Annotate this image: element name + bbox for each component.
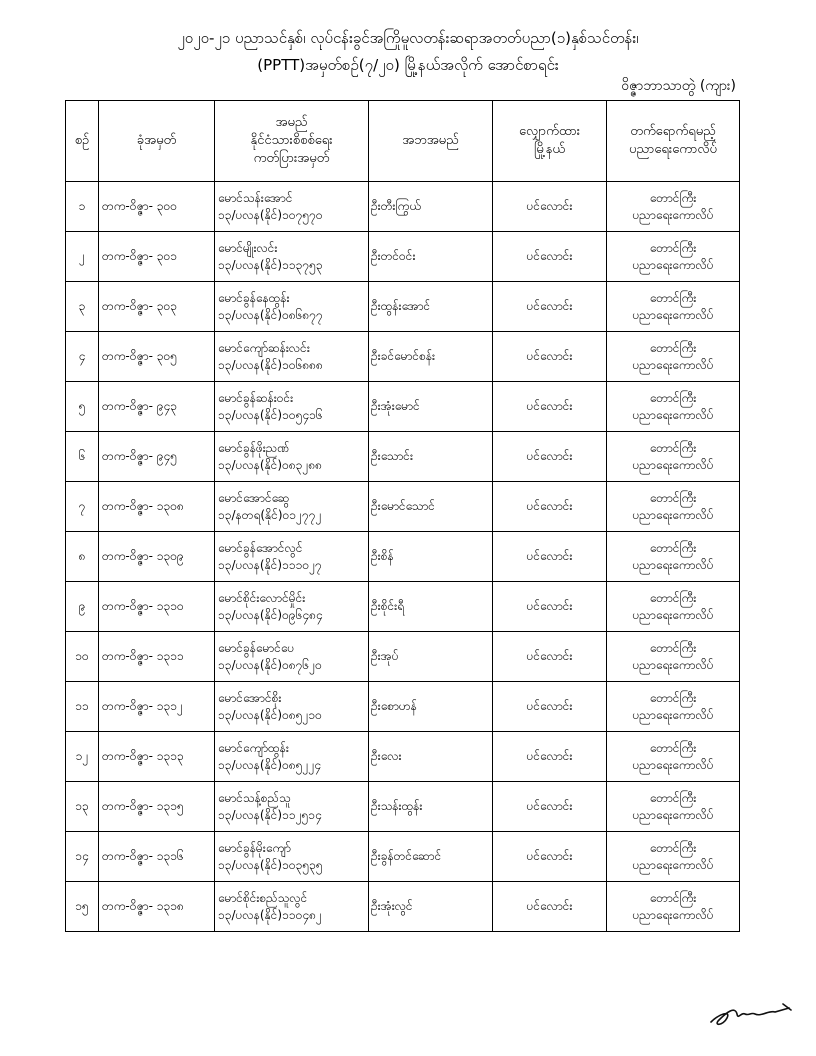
cell-no: ၉ xyxy=(66,582,99,632)
cell-no: ၈ xyxy=(66,532,99,582)
cell-name: မောင်ခွန်အောင်လွင် xyxy=(218,540,303,555)
cell-no: ၁ xyxy=(66,182,99,232)
table-row xyxy=(66,882,740,932)
table-header-row xyxy=(66,101,740,182)
results-table xyxy=(65,100,740,932)
cell-roll: တက-ဝိဇ္ဇာ- ၁၃၁၁ xyxy=(99,632,215,682)
cell-target-line1: တောင်ကြီး xyxy=(649,390,697,405)
cell-no: ၂ xyxy=(66,232,99,282)
header-father: အဘအမည် xyxy=(369,101,493,182)
table-row xyxy=(66,532,740,582)
cell-no: ၁၃ xyxy=(66,782,99,832)
cell-father: ဦးမောင်သောင် xyxy=(369,482,493,532)
header-township-line1: လျှောက်ထား xyxy=(518,124,581,139)
table-row xyxy=(66,782,740,832)
cell-township: ပင်လောင်း xyxy=(493,832,607,882)
cell-name-nrc xyxy=(215,482,369,532)
cell-name: မောင်စိုင်းစည်သူလွင် xyxy=(218,890,308,905)
cell-no: ၁၁ xyxy=(66,682,99,732)
cell-target-line1: တောင်ကြီး xyxy=(649,340,697,355)
cell-target xyxy=(607,782,740,832)
cell-target-line2: ပညာရေးကောလိပ် xyxy=(632,507,714,522)
table-row xyxy=(66,232,740,282)
cell-no: ၅ xyxy=(66,382,99,432)
cell-name-nrc xyxy=(215,332,369,382)
cell-name: မောင်ကျော်ထွန်း xyxy=(218,740,289,755)
signature xyxy=(705,992,795,1032)
subject-group-label: ဝိဇ္ဇာဘာသာတွဲ (ကျား) xyxy=(621,78,736,94)
cell-target xyxy=(607,182,740,232)
cell-target-line2: ပညာရေးကောလိပ် xyxy=(632,657,714,672)
cell-target-line2: ပညာရေးကောလိပ် xyxy=(632,307,714,322)
table-row xyxy=(66,682,740,732)
cell-name-nrc xyxy=(215,282,369,332)
header-name-line1: အမည် xyxy=(275,115,308,130)
cell-roll: တက-ဝိဇ္ဇာ- ၃၀၀ xyxy=(99,182,215,232)
cell-no: ၁၂ xyxy=(66,732,99,782)
cell-name-nrc xyxy=(215,432,369,482)
cell-roll: တက-ဝိဇ္ဇာ- ၉၄၃ xyxy=(99,382,215,432)
cell-township: ပင်လောင်း xyxy=(493,732,607,782)
cell-target-line2: ပညာရေးကောလိပ် xyxy=(632,857,714,872)
cell-name-nrc xyxy=(215,632,369,682)
table-row xyxy=(66,582,740,632)
cell-roll: တက-ဝိဇ္ဇာ- ၁၃၀၈ xyxy=(99,482,215,532)
cell-target-line2: ပညာရေးကောလိပ် xyxy=(632,707,714,722)
cell-name: မောင်ခွန်နေထွန်း xyxy=(218,290,290,305)
cell-name-nrc xyxy=(215,382,369,432)
cell-target xyxy=(607,632,740,682)
cell-target-line2: ပညာရေးကောလိပ် xyxy=(632,207,714,222)
header-no: စဉ် xyxy=(66,101,99,182)
cell-father: ဦးအုပ် xyxy=(369,632,493,682)
cell-name: မောင်စိုင်းလောင်မှိုင်း xyxy=(218,590,306,605)
header-name-line2: နိုင်ငံသားစိစစ်ရေး xyxy=(250,133,333,148)
cell-township: ပင်လောင်း xyxy=(493,282,607,332)
cell-target-line2: ပညာရေးကောလိပ် xyxy=(632,607,714,622)
cell-nrc: ၁၃/ပလန(နိုင်)၁၀၆၈၈၈ xyxy=(218,357,323,372)
header-name-nrc xyxy=(215,101,369,182)
cell-name: မောင်ခွန်ဆန်းဝင်း xyxy=(218,390,294,405)
cell-name-nrc xyxy=(215,682,369,732)
cell-name: မောင်ကျော်ဆန်းလင်း xyxy=(218,340,310,355)
cell-township: ပင်လောင်း xyxy=(493,482,607,532)
header-roll: ခုံအမှတ် xyxy=(99,101,215,182)
cell-nrc: ၁၃/ပလန(နိုင်)၀၈၅၂၁၀ xyxy=(218,707,322,722)
cell-name-nrc xyxy=(215,582,369,632)
cell-roll: တက-ဝိဇ္ဇာ- ၃၀၃ xyxy=(99,282,215,332)
cell-target-line1: တောင်ကြီး xyxy=(649,690,697,705)
cell-no: ၁၀ xyxy=(66,632,99,682)
cell-name-nrc xyxy=(215,232,369,282)
document-subtitle: (PPTT)အမှတ်စဉ်(၇/၂၀) မြို့နယ်အလိုက် အောင်စာရင်း xyxy=(257,56,559,74)
cell-father: ဦးထွန်းအောင် xyxy=(369,282,493,332)
cell-nrc: ၁၃/ပလန(နိုင်)၀၈၆၈၇၇ xyxy=(218,307,323,322)
cell-nrc: ၁၃/ပလန(နိုင်)၁၁၁၀၂၇ xyxy=(218,557,322,572)
cell-township: ပင်လောင်း xyxy=(493,632,607,682)
document-title: ၂၀၂၀-၂၁ ပညာသင်နှစ်၊ လုပ်ငန်းခွင်အကြိုမူလတန်းဆရာအတတ်ပညာ(၁)နှစ်သင်တန်း၊ xyxy=(177,29,639,47)
cell-father: ဦးခွန်တင်ဆောင် xyxy=(369,832,493,882)
cell-target-line2: ပညာရေးကောလိပ် xyxy=(632,357,714,372)
cell-name: မောင်ခွန်မိုးကျော် xyxy=(218,840,291,855)
cell-target-line2: ပညာရေးကောလိပ် xyxy=(632,757,714,772)
cell-target-line1: တောင်ကြီး xyxy=(649,240,697,255)
cell-name: မောင်အောင်စိုး xyxy=(218,690,282,705)
table-row xyxy=(66,632,740,682)
cell-nrc: ၁၃/ပလန(နိုင်)၁၀၅၄၁၆ xyxy=(218,407,323,422)
cell-target-line1: တောင်ကြီး xyxy=(649,740,697,755)
cell-name-nrc xyxy=(215,732,369,782)
cell-target-line2: ပညာရေးကောလိပ် xyxy=(632,457,714,472)
table-row xyxy=(66,182,740,232)
cell-name-nrc xyxy=(215,832,369,882)
cell-name: မောင်မျိုးလင်း xyxy=(218,240,278,255)
cell-township: ပင်လောင်း xyxy=(493,782,607,832)
cell-name-nrc xyxy=(215,182,369,232)
cell-nrc: ၁၃/ပလန(နိုင်)၁၀၇၅၇၀ xyxy=(218,207,323,222)
cell-target xyxy=(607,332,740,382)
cell-target-line1: တောင်ကြီး xyxy=(649,840,697,855)
cell-no: ၃ xyxy=(66,282,99,332)
cell-township: ပင်လောင်း xyxy=(493,432,607,482)
cell-nrc: ၁၃/ပလန(နိုင်)၁၁၀၄၈၂ xyxy=(218,907,322,922)
cell-target xyxy=(607,882,740,932)
cell-target-line1: တောင်ကြီး xyxy=(649,490,697,505)
table-row xyxy=(66,482,740,532)
cell-roll: တက-ဝိဇ္ဇာ- ၉၄၅ xyxy=(99,432,215,482)
cell-target-line2: ပညာရေးကောလိပ် xyxy=(632,807,714,822)
cell-target-line1: တောင်ကြီး xyxy=(649,190,697,205)
header-name-line3: ကတ်ပြားအမှတ် xyxy=(253,151,330,166)
cell-target-line2: ပညာရေးကောလိပ် xyxy=(632,257,714,272)
header-township-line2: မြို့နယ် xyxy=(534,142,565,157)
cell-target xyxy=(607,832,740,882)
cell-father: ဦးသောင်း xyxy=(369,432,493,482)
cell-target xyxy=(607,432,740,482)
cell-no: ၁၅ xyxy=(66,882,99,932)
cell-name-nrc xyxy=(215,532,369,582)
header-target-line1: တက်ရောက်ရမည့် xyxy=(630,124,716,139)
cell-township: ပင်လောင်း xyxy=(493,232,607,282)
cell-roll: တက-ဝိဇ္ဇာ- ၃၀၁ xyxy=(99,232,215,282)
cell-nrc: ၁၃/ပလန(နိုင်)၀၉၆၄၈၄ xyxy=(218,607,323,622)
cell-nrc: ၁၃/နတရ(နိုင်)၀၁၂၇၇၂ xyxy=(218,507,322,522)
cell-target xyxy=(607,282,740,332)
cell-township: ပင်လောင်း xyxy=(493,682,607,732)
cell-target xyxy=(607,232,740,282)
cell-roll: တက-ဝိဇ္ဇာ- ၁၃၀၉ xyxy=(99,532,215,582)
cell-target-line1: တောင်ကြီး xyxy=(649,540,697,555)
cell-roll: တက-ဝိဇ္ဇာ- ၁၃၁၀ xyxy=(99,582,215,632)
cell-nrc: ၁၃/ပလန(နိုင်)၀၈၇၆၂၀ xyxy=(218,657,322,672)
cell-target-line1: တောင်ကြီး xyxy=(649,290,697,305)
header-township xyxy=(493,101,607,182)
cell-name: မောင်သန့်စည်သူ xyxy=(218,790,291,805)
cell-nrc: ၁၃/ပလန(နိုင်)၁၁၃၇၅၃ xyxy=(218,257,323,272)
cell-target xyxy=(607,382,740,432)
table-row xyxy=(66,282,740,332)
cell-name: မောင်ခွန်မောင်ပေ xyxy=(218,640,295,655)
cell-father: ဦးတီးကြွယ် xyxy=(369,182,493,232)
header-target-line2: ပညာရေးကောလိပ် xyxy=(629,142,717,157)
cell-township: ပင်လောင်း xyxy=(493,882,607,932)
cell-father: ဦးခင်မောင်စန်း xyxy=(369,332,493,382)
cell-target xyxy=(607,582,740,632)
table-row xyxy=(66,382,740,432)
cell-target-line2: ပညာရေးကောလိပ် xyxy=(632,407,714,422)
cell-roll: တက-ဝိဇ္ဇာ- ၁၃၁၅ xyxy=(99,782,215,832)
cell-name-nrc xyxy=(215,782,369,832)
cell-name: မောင်သန်းအောင် xyxy=(218,190,293,205)
cell-father: ဦးသန်းထွန်း xyxy=(369,782,493,832)
cell-nrc: ၁၃/ပလန(နိုင်)၀၈၅၂၂၄ xyxy=(218,757,321,772)
cell-name: မောင်ခွန်ဖိုးညဏ် xyxy=(218,440,290,455)
cell-target xyxy=(607,682,740,732)
cell-roll: တက-ဝိဇ္ဇာ- ၁၃၁၂ xyxy=(99,682,215,732)
cell-target-line1: တောင်ကြီး xyxy=(649,590,697,605)
cell-target-line1: တောင်ကြီး xyxy=(649,640,697,655)
cell-target-line1: တောင်ကြီး xyxy=(649,790,697,805)
cell-father: ဦးစိုင်းရီ xyxy=(369,582,493,632)
cell-township: ပင်လောင်း xyxy=(493,532,607,582)
cell-target-line1: တောင်ကြီး xyxy=(649,890,697,905)
cell-target xyxy=(607,532,740,582)
cell-nrc: ၁၃/ပလန(နိုင်)၀၈၃၂၈၈ xyxy=(218,457,323,472)
cell-no: ၄ xyxy=(66,332,99,382)
cell-no: ၆ xyxy=(66,432,99,482)
cell-roll: တက-ဝိဇ္ဇာ- ၁၃၁၆ xyxy=(99,832,215,882)
cell-no: ၁၄ xyxy=(66,832,99,882)
cell-no: ၇ xyxy=(66,482,99,532)
cell-roll: တက-ဝိဇ္ဇာ- ၁၃၁၈ xyxy=(99,882,215,932)
cell-target-line2: ပညာရေးကောလိပ် xyxy=(632,557,714,572)
cell-target-line1: တောင်ကြီး xyxy=(649,440,697,455)
cell-roll: တက-ဝိဇ္ဇာ- ၃၀၅ xyxy=(99,332,215,382)
cell-father: ဦးအုံးလွင် xyxy=(369,882,493,932)
cell-target xyxy=(607,732,740,782)
header-target xyxy=(607,101,740,182)
table-row xyxy=(66,432,740,482)
cell-target-line2: ပညာရေးကောလိပ် xyxy=(632,907,714,922)
cell-father: ဦးတင်ဝင်း xyxy=(369,232,493,282)
cell-target xyxy=(607,482,740,532)
cell-father: ဦးလေး xyxy=(369,732,493,782)
cell-township: ပင်လောင်း xyxy=(493,332,607,382)
cell-roll: တက-ဝိဇ္ဇာ- ၁၃၁၃ xyxy=(99,732,215,782)
cell-name: မောင်အောင်ဆွေ xyxy=(218,490,290,505)
cell-township: ပင်လောင်း xyxy=(493,382,607,432)
table-row xyxy=(66,832,740,882)
cell-township: ပင်လောင်း xyxy=(493,582,607,632)
cell-nrc: ၁၃/ပလန(နိုင်)၁၀၃၅၃၅ xyxy=(218,857,323,872)
cell-township: ပင်လောင်း xyxy=(493,182,607,232)
cell-nrc: ၁၃/ပလန(နိုင်)၁၁၂၅၁၄ xyxy=(218,807,322,822)
table-row xyxy=(66,332,740,382)
table-row xyxy=(66,732,740,782)
cell-name-nrc xyxy=(215,882,369,932)
cell-father: ဦးအုံးမောင် xyxy=(369,382,493,432)
cell-father: ဦးစိန် xyxy=(369,532,493,582)
cell-father: ဦးစောဟန် xyxy=(369,682,493,732)
